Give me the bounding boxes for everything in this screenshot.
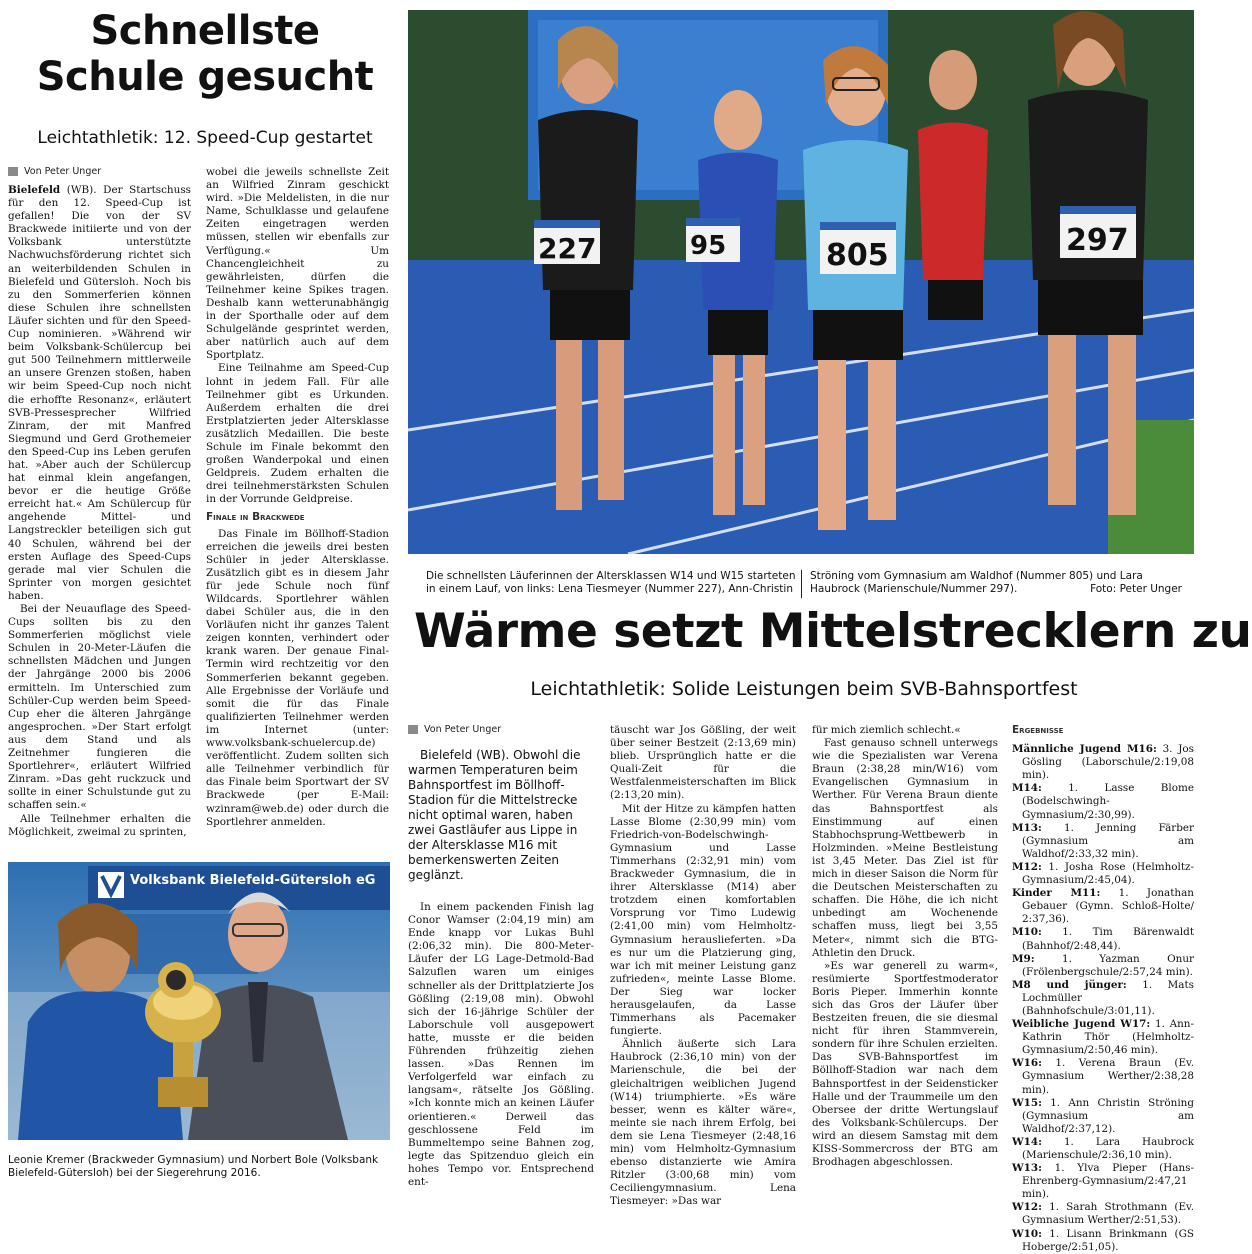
crosshead: Finale in Brackwede bbox=[206, 511, 305, 524]
article1-headline bbox=[10, 8, 400, 100]
result-category: Weibliche Jugend W17: bbox=[1012, 1018, 1151, 1031]
paragraph: (WB). Der Startschuss für den 12. Speed-Cup ist gefallen! Die von der SV Brackwede initiierte und von der Volksbank unterstützte Nachwuchsförderung richtet sich an weiterbildenden Schulen in Bielefeld und Gütersloh. Noch bis zu den Sommerferien können diese Schulen ihre schnellsten Läufer sichten und für den Speed-Cup nominieren. »Während wir beim Volksbank-Schülercup bei gut 500 Teilnehmern mittlerweile an unsere Grenzen stoßen, haben wir beim Speed-Cup noch nicht die erhoffte Resonanz«, erläutert SVB-Pressesprecher Wilfried Zinram, der mit Manfred Siegmund und Gerd Grothemeier den Speed-Cup ins Leben gerufen hat. »Aber auch der Schülercup hat einmal klein angefangen, bevor er die heutige Größe erreicht hat.« Am Schülercup für angehende Mittel- und Langstreckler beteiligen sich gut 40 Schulen, während bei der ersten Auflage des Speed-Cups gerade mal vier Schulen die Sprinter von morgen gesichtet haben. bbox=[8, 184, 191, 602]
main-photo-caption-left: Die schnellsten Läuferinnen der Altersklassen W14 und W15 starteten in einem Lauf, von links: Lena Tiesmeyer (Nummer 227), Ann-Christin bbox=[426, 570, 796, 595]
result-category: M9: bbox=[1012, 952, 1035, 965]
result-category: Kinder M11: bbox=[1012, 887, 1101, 900]
result-entry bbox=[1012, 1136, 1194, 1162]
photo-credit: Foto: Peter Unger bbox=[1090, 583, 1182, 595]
bib-95: 95 bbox=[690, 231, 727, 261]
article1-byline bbox=[8, 166, 101, 177]
paragraph: für mich ziemlich schlecht.« bbox=[812, 724, 961, 736]
result-entry bbox=[1012, 1057, 1194, 1096]
result-text: 1. Josha Rose (Helmholtz-Gymnasium/2:45,04). bbox=[1022, 860, 1194, 887]
paragraph: täuscht war Jos Gößling, der weit über seiner Bestzeit (2:13,69 min) blieb. Ursprünglich hatte er die Quali-Zeit für die Westfalenmeisterschaften im Blick (2:13,20 min). bbox=[610, 724, 796, 802]
result-entry bbox=[1012, 1201, 1194, 1227]
paragraph: Bei der Neuauflage des Speed-Cups sollten bis zu den Sommerferien möglichst viele Schulen in 20-Meter-Läufen die schnellsten Mädchen und Jungen der Jahrgänge 2000 bis 2006 ermitteln. Im Unterschied zum Schüler-Cup werden beim Speed-Cup eher die älteren Jahrgänge angesprochen. »Der Start erfolgt aus dem Stand und als Zeitnehmer fungieren die Sportlehrer«, erläutert Wilfried Zinram. »Das geht ruckzuck und sollte in einer Schulstunde gut zu schaffen sein.« bbox=[8, 603, 191, 812]
result-entry bbox=[1012, 1097, 1194, 1136]
result-entry bbox=[1012, 1228, 1194, 1254]
bib-297: 297 bbox=[1066, 223, 1129, 258]
paragraph: Ähnlich äußerte sich Lara Haubrock (2:36,10 min) von der Marienschule, die bei der gleichaltrigen weiblichen Jugend (W14) triumphierte. »Es wäre besser, wenn es kälter wäre«, meinte sie nach ihrem Erfolg, bei dem sie Lena Tiesmeyer (2:48,16 min) vom Helmholtz-Gymnasium ebenso distanzierte wie Amira Ritzler (3:00,68 min) vom Ceciliengymnasium. Lena Tiesmeyer: »Das war bbox=[610, 1038, 796, 1208]
article2-column-2 bbox=[610, 724, 796, 1208]
paragraph: Alle Teilnehmer erhalten die Möglichkeit, zweimal zu sprinten, bbox=[8, 812, 191, 838]
result-text: 1. Yazman Onur (Frölenbergschule/2:57,24 min). bbox=[1022, 952, 1194, 978]
result-entry bbox=[1012, 1162, 1194, 1201]
result-text: 1. Mats Lochmüller (Bahnhofschule/3:01,11). bbox=[1022, 978, 1194, 1017]
result-entry bbox=[1012, 1018, 1194, 1057]
result-text: 1. Lisann Brinkmann (GS Hoberge/2:51,05). bbox=[1022, 1227, 1194, 1253]
byline-marker bbox=[408, 725, 418, 734]
bib-227: 227 bbox=[538, 232, 597, 265]
caption-divider bbox=[801, 570, 802, 598]
result-entry bbox=[1012, 953, 1194, 979]
byline-marker bbox=[8, 167, 18, 176]
result-text: 1. Lara Haubrock (Marienschule/2:36,10 min). bbox=[1022, 1135, 1194, 1161]
paragraph: Mit der Hitze zu kämpfen hatten Lasse Blome (2:30,99 min) vom Friedrich-von-Bodelschwingh-Gymnasium und Lasse Timmerhans (2:32,91 min) vom Brackweder Gymnasium, die in ihrer Altersklasse (M14) aber trotzdem einen komfortablen Vorsprung vor Timo Ludewig (2:41,00 min) vom Helmholtz-Gymnasium herauslieferten. »Da es nur um die Platzierung ging, war ich mit meiner Leistung ganz zufrieden«, meinte Lasse Blome. Der Sieg war locker herausgelaufen, da Lasse Timmerhans als Pacemaker fungierte. bbox=[610, 802, 796, 1038]
byline-text: Von Peter Unger bbox=[424, 724, 502, 735]
article2-column-3 bbox=[812, 724, 998, 1188]
result-category: M12: bbox=[1012, 860, 1042, 873]
article1-subhead: Leichtathletik: 12. Speed-Cup gestartet bbox=[37, 128, 373, 148]
result-text: 1. Sarah Strothmann (Ev. Gymnasium Werther/2:51,53). bbox=[1022, 1201, 1194, 1227]
paragraph: Eine Teilnahme am Speed-Cup lohnt in jedem Fall. Für alle Teilnehmer gibt es Urkunden. Außerdem erhalten die drei Erstplatzierten jeder Altersklasse zusätzlich Medaillen. Die beste Schule im Finale bekommt den großen Wanderpokal und einen Geldpreis. Zudem erhalten die drei teilnehmerstärksten Schulen in der Vorrunde Geldpreise. bbox=[206, 362, 389, 506]
result-category: W13: bbox=[1012, 1162, 1042, 1175]
result-entry bbox=[1012, 926, 1194, 952]
result-text: 1. Jenning Färber (Gymnasium am Waldhof/2:33,32 min). bbox=[1022, 821, 1194, 860]
main-photo-caption-right bbox=[810, 570, 1182, 596]
result-text: 1. Jonathan Gebauer (Gymn. Schloß-Holte/ 2:37,36). bbox=[1022, 887, 1194, 926]
race-photo-image bbox=[408, 10, 1194, 554]
article2-col1-body bbox=[408, 901, 594, 1189]
result-category: M8 und jünger: bbox=[1012, 978, 1127, 991]
result-text: 1. Tim Bärenwaldt (Bahnhof/2:48,44). bbox=[1022, 926, 1194, 952]
caption-right-text: Ströning vom Gymnasium am Waldhof (Nummer 805) und Lara Haubrock (Marienschule/Nummer 297). bbox=[810, 570, 1143, 595]
paragraph: Fast genauso schnell unterwegs wie die Spezialisten war Verena Braun (2:38,28 min/W16) vom Evangelischen Gymnasium in Werther. Für Verena Braun diente das Bahnsportfest als Einstimmung auf einen Stabhochsprung-Wettbewerb in Holzminden. »Meine Bestleistung ist 3,45 Meter. Das Ziel ist für mich in dieser Saison die Norm für die Deutschen Meisterschaften zu schaffen. Die Höhe, die ich nicht unbedingt am Wochenende schaffen muss, liegt bei 3,55 Meter«, nimmt sich die BTG-Athletin den Druck. bbox=[812, 737, 998, 959]
result-entry bbox=[1012, 782, 1194, 821]
paragraph: wobei die jeweils schnellste Zeit an Wilfried Zinram geschickt wird. »Die Meldelisten, in die nur Name, Schulklasse und gelaufene Zeiten eingetragen werden müssen, stellen wir ebenfalls zur Verfügung.« Um Chancengleichheit zu gewährleisten, dürfen die Teilnehmer keine Spikes tragen. Deshalb kann wetterunabhängig in der Sporthalle oder auf dem Schulgelände gesprintet werden, aber natürlich auch auf dem Sportplatz. bbox=[206, 166, 389, 362]
result-text: 1. Ann Christin Ströning (Gymnasium am Waldhof/2:37,12). bbox=[1022, 1096, 1194, 1135]
result-entry bbox=[1012, 861, 1194, 887]
headline-line-1: Schnellste bbox=[90, 8, 320, 54]
result-entry bbox=[1012, 887, 1194, 926]
article2-lead bbox=[408, 748, 594, 883]
paragraph: »Es war generell zu warm«, resümierte Sportfestmoderator Boris Pieper. Immerhin konnte sich das Gros der Läufer über Bestzeiten freuen, die sie diesmal nicht für ihren Stammverein, sondern für ihre Schulen erzielten. Das SVB-Bahnsportfest im Böllhoff-Stadion war nach dem Bahnsportfest in der Seidensticker Halle und der Traummeile um den Obersee der dritte Wertungslauf des Volksbank-Schülercups. Der wird an diesem Samstag mit dem KISS-Sommercross der BTG am Brodhagen abgeschlossen. bbox=[812, 959, 998, 1169]
headline-line-2: Schule gesucht bbox=[36, 54, 374, 100]
ceremony-caption: Leonie Kremer (Brackweder Gymnasium) und Norbert Bole (Volksbank Bielefeld-Gütersloh) bei der Siegerehrung 2016. bbox=[8, 1154, 379, 1179]
results-column bbox=[1012, 724, 1194, 1253]
result-category: W15: bbox=[1012, 1096, 1042, 1109]
article2-headline: Wärme setzt Mittelstrecklern zu bbox=[414, 604, 1252, 659]
dateline: Bielefeld bbox=[420, 748, 473, 762]
result-category: Männliche Jugend M16: bbox=[1012, 743, 1157, 756]
result-category: W10: bbox=[1012, 1227, 1042, 1240]
result-text: 1. Lasse Blome (Bodelschwingh-Gymnasium/2:30,99). bbox=[1022, 782, 1194, 821]
result-text: 3. Jos Gösling (Laborschule/2:19,08 min). bbox=[1022, 743, 1194, 782]
result-category: M13: bbox=[1012, 821, 1042, 834]
result-category: W16: bbox=[1012, 1057, 1042, 1070]
paragraph: Das Finale im Böllhoff-Stadion erreichen die jeweils drei besten Schüler in jeder Altersklasse. Zusätzlich gibt es in diesem Jahr für jede Schule noch fünf Wildcards. Sportlehrer wählen dabei Schüler aus, die in den Vorläufen nicht ihr ganzes Talent zeigen konnten, verhindert oder krank waren. Der genaue Final-Termin wird rechtzeitig vor den Sommerferien bekannt gegeben. Alle Ergebnisse der Vorläufe und somit die für das Finale qualifizierten Teilnehmer werden im Internet (unter: www.volksbank-schuelercup.de) veröffentlicht. Zudem sollten sich alle Teilnehmer verbindlich für das Finale beim Sportwart der SV Brackwede (per E-Mail: wzinram@web.de) oder durch die Sportlehrer anmelden. bbox=[206, 527, 389, 828]
banner-text: Volksbank Bielefeld-Gütersloh eG bbox=[130, 873, 376, 888]
ceremony-photo bbox=[8, 862, 390, 1140]
result-category: W14: bbox=[1012, 1135, 1042, 1148]
byline-text: Von Peter Unger bbox=[24, 166, 102, 177]
paragraph: In einem packenden Finish lag Conor Wamser (2:04,19 min) am Ende knapp vor Lukas Buhl (2:06,32 min). Die 800-Meter-Läufer der LG Lage-Detmold-Bad Salzuflen waren um einiges schneller als der Drittplatzierte Jos Gößling (2:19,08 min). Obwohl sich der 16-jährige Schüler der Laborschule voll ausgepowert hatte, musste er die beiden Führenden frühzeitig ziehen lassen. »Das Rennen im Verfolgerfeld war einfach zu langsam«, rätselte Jos Gößling. »Ich konnte mich an keinen Läufer orientieren.« Derweil das geschlossene Feld im Bummeltempo seine Bahnen zog, legte das Spitzenduo gleich ein hohes Tempo vor. Entsprechend ent- bbox=[408, 901, 594, 1188]
result-entry bbox=[1012, 979, 1194, 1018]
result-entry bbox=[1012, 822, 1194, 861]
ceremony-photo-image bbox=[8, 862, 390, 1140]
bib-805: 805 bbox=[826, 238, 889, 273]
result-text: 1. Ann-Kathrin Thör (Helmholtz-Gymnasium/2:50,46 min). bbox=[1022, 1018, 1194, 1057]
lead-text: (WB). Obwohl die warmen Temperaturen beim Bahnsportfest im Böllhoff-Stadion für die Mittelstrecke nicht optimal waren, haben zwei Gastläufer aus Lippe in der Altersklasse M16 mit bemerkenswerten Zeiten geglänzt. bbox=[408, 748, 581, 882]
article2-byline bbox=[408, 724, 501, 735]
article2-column-1 bbox=[408, 748, 594, 1188]
result-category: W12: bbox=[1012, 1201, 1042, 1214]
article1-column-1 bbox=[8, 184, 191, 854]
results-list bbox=[1012, 743, 1194, 1254]
main-photo bbox=[408, 10, 1194, 554]
result-entry bbox=[1012, 743, 1194, 782]
dateline: Bielefeld bbox=[8, 184, 61, 196]
article2-subhead: Leichtathletik: Solide Leistungen beim SVB-Bahnsportfest bbox=[530, 678, 1078, 700]
article1-column-2 bbox=[206, 166, 389, 856]
result-category: M10: bbox=[1012, 926, 1042, 939]
results-heading: Ergebnisse bbox=[1012, 724, 1064, 736]
result-category: M14: bbox=[1012, 782, 1042, 795]
result-text: 1. Verena Braun (Ev. Gymnasium Werther/2:38,28 min). bbox=[1022, 1057, 1194, 1096]
result-text: 1. Ylva Pieper (Hans-Ehrenberg-Gymnasium/2:47,21 min). bbox=[1022, 1162, 1194, 1201]
